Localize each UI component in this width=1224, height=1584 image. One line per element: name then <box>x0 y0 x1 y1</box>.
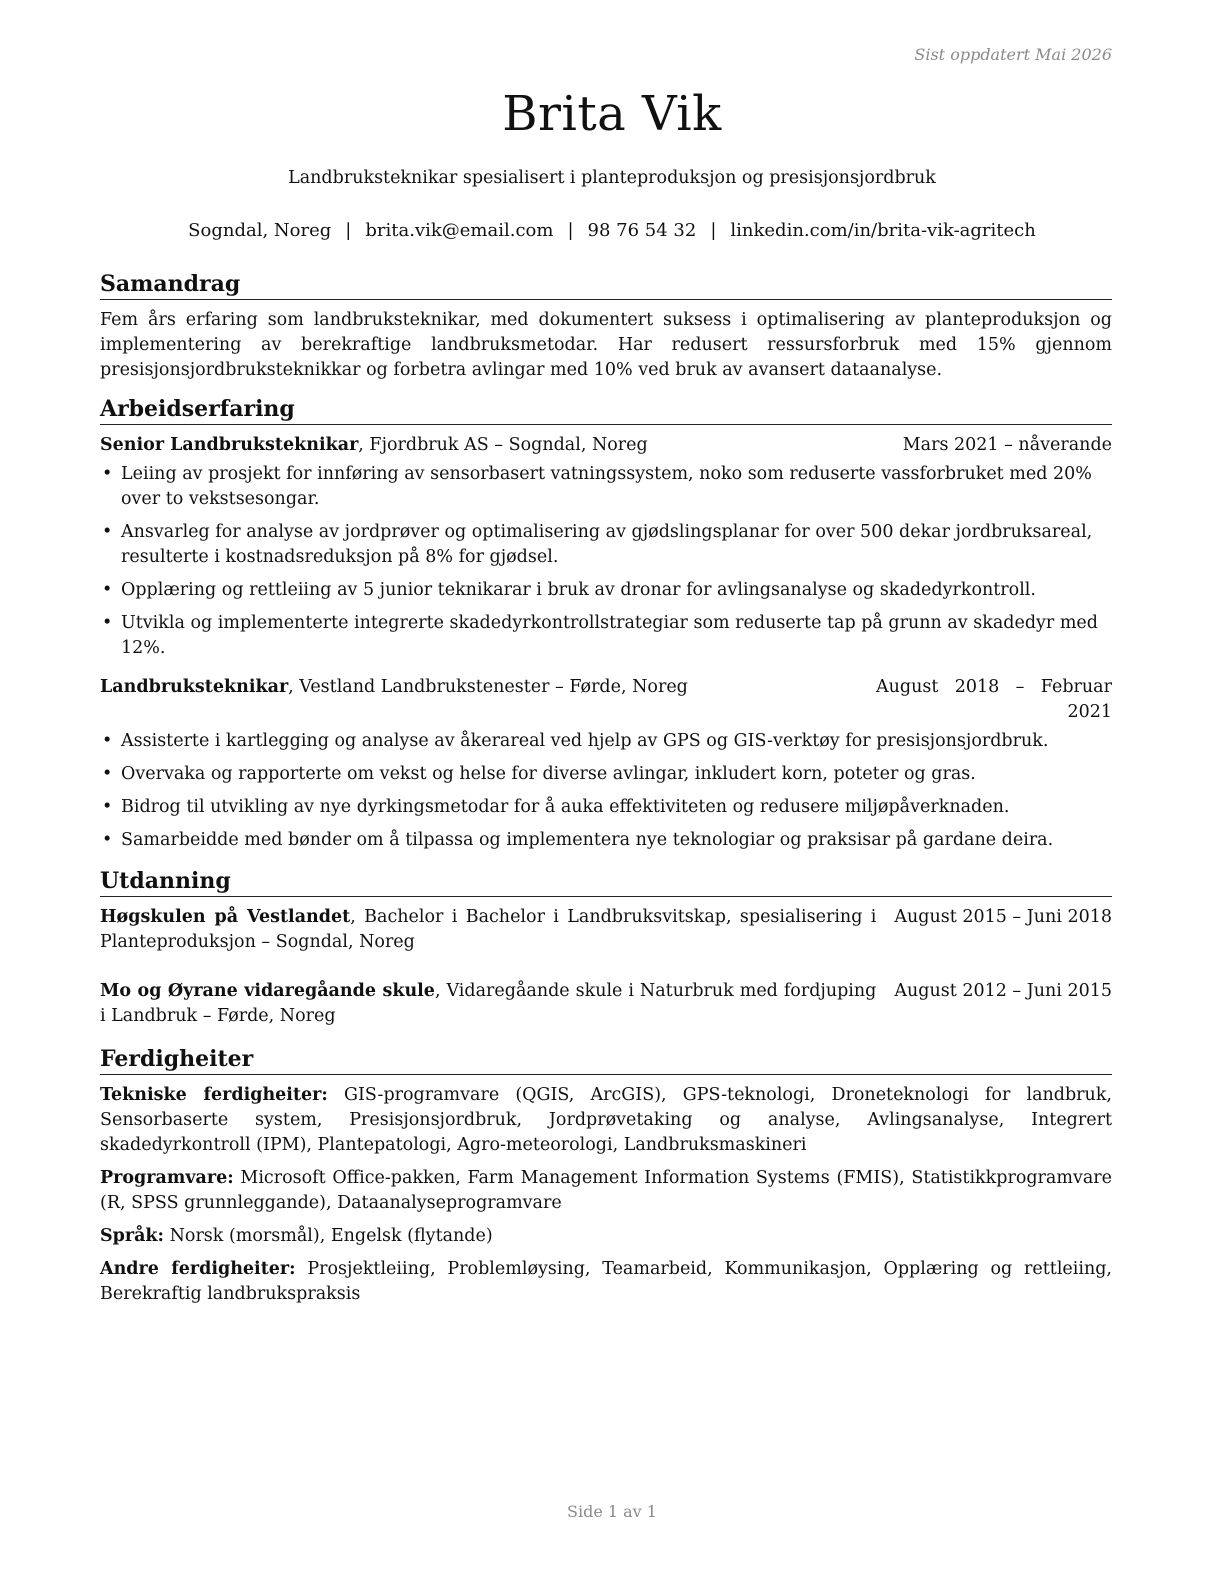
contact-phone: 98 76 54 32 <box>587 220 697 241</box>
job-bullet: • Bidrog til utvikling av nye dyrkingsmetodar for å auka effektiviteten og redusere miljøpåverknaden. <box>100 795 1112 820</box>
job-dates: August 2018 – Februar 2021 <box>876 677 1112 722</box>
school-name: Mo og Øyrane vidaregåande skule <box>100 981 435 1001</box>
contact-linkedin[interactable]: linkedin.com/in/brita-vik-agritech <box>730 220 1036 241</box>
school-name: Høgskulen på Vestlandet <box>100 907 351 927</box>
skill-label: Andre ferdigheiter: <box>100 1259 296 1279</box>
skills-heading: Ferdigheiter <box>100 1045 1112 1075</box>
job-bullet: • Samarbeidde med bønder om å tilpassa og implementera nye teknologiar og praksisar på gardane deira. <box>100 828 1112 853</box>
education-entry <box>100 979 1112 1029</box>
skill-label: Språk: <box>100 1226 165 1246</box>
job-bullets <box>100 462 1112 661</box>
job-employer: , Fjordbruk AS – Sogndal, Noreg <box>358 435 648 455</box>
contact-location: Sogndal, Noreg <box>188 220 332 241</box>
skill-line <box>100 1224 1112 1249</box>
job-entry <box>100 675 1112 853</box>
degree-details: , Vidaregåande skule i Naturbruk med fordjuping i Landbruk – Førde, Noreg <box>100 981 877 1026</box>
professional-tagline: Landbruksteknikar spesialisert i planteproduksjon og presisjonsjordbruk <box>288 168 936 188</box>
job-bullet: • Overvaka og rapporterte om vekst og helse for diverse avlingar, inkludert korn, poteter og gras. <box>100 762 1112 787</box>
experience-heading: Arbeidserfaring <box>100 395 1112 425</box>
contact-separator: | <box>710 220 717 241</box>
skill-line <box>100 1257 1112 1307</box>
skill-value: GIS-programvare (QGIS, ArcGIS), GPS-teknologi, Droneteknologi for landbruk, Sensorbaserte system, Presisjonsjordbruk, Jordprøvetaking og analyse, Avlingsanalyse, Integrert skadedyrkontroll (IPM), Plantepatologi, Agro-meteorologi, Landbruksmaskineri <box>100 1085 1112 1155</box>
education-dates: August 2012 – Juni 2015 <box>894 981 1112 1001</box>
job-entry <box>100 433 1112 661</box>
experience-section <box>100 395 1112 853</box>
job-bullet: • Leiing av prosjekt for innføring av sensorbasert vatningssystem, noko som reduserte vassforbruket med 20% over to vekstsesongar. <box>100 462 1112 512</box>
education-entry <box>100 905 1112 955</box>
job-employer: , Vestland Landbrukstenester – Førde, Noreg <box>288 677 688 697</box>
contact-separator: | <box>345 220 352 241</box>
education-section <box>100 867 1112 1029</box>
job-dates: Mars 2021 – nåverande <box>902 435 1112 455</box>
job-title: Landbruksteknikar <box>100 677 289 697</box>
job-bullet: • Utvikla og implementerte integrerte skadedyrkontrollstrategiar som reduserte tap på grunn av skadedyr med 12%. <box>100 611 1112 661</box>
summary-text: Fem års erfaring som landbruksteknikar, med dokumentert suksess i optimalisering av planteproduksjon og implementering av berekraftige landbruksmetodar. Har redusert ressursforbruk med 15% gjennom presisjonsjordbruksteknikkar og forbetra avlingar med 10% ved bruk av avansert dataanalyse. <box>100 310 1112 380</box>
candidate-name: Brita Vik <box>502 86 722 142</box>
contact-email[interactable]: brita.vik@email.com <box>365 220 554 241</box>
skills-section <box>100 1045 1112 1307</box>
education-heading: Utdanning <box>100 867 1112 897</box>
education-dates: August 2015 – Juni 2018 <box>894 907 1112 927</box>
skill-value: Prosjektleiing, Problemløysing, Teamarbeid, Kommunikasjon, Opplæring og rettleiing, Berekraftig landbrukspraksis <box>100 1259 1112 1304</box>
resume-body <box>100 270 1112 1315</box>
page-number: Side 1 av 1 <box>567 1502 657 1521</box>
contact-separator: | <box>567 220 574 241</box>
skill-value: Microsoft Office-pakken, Farm Management Information Systems (FMIS), Statistikkprogramvare (R, SPSS grunnleggande), Dataanalyseprogramvare <box>100 1168 1112 1213</box>
job-title: Senior Landbruksteknikar <box>100 435 359 455</box>
job-bullet: • Ansvarleg for analyse av jordprøver og optimalisering av gjødslingsplanar for over 500 dekar jordbruksareal, resulterte i kostnadsreduksjon på 8% for gjødsel. <box>100 520 1112 570</box>
skill-label: Tekniske ferdigheiter: <box>100 1085 328 1105</box>
job-header <box>100 675 1112 725</box>
skill-line <box>100 1083 1112 1158</box>
job-bullet: • Opplæring og rettleiing av 5 junior teknikarar i bruk av dronar for avlingsanalyse og skadedyrkontroll. <box>100 578 1112 603</box>
skill-value: Norsk (morsmål), Engelsk (flytande) <box>164 1226 493 1246</box>
summary-section <box>100 270 1112 383</box>
degree-details: , Bachelor i Bachelor i Landbruksvitskap, spesialisering i Planteproduksjon – Sogndal, Noreg <box>100 907 877 952</box>
skill-label: Programvare: <box>100 1168 234 1188</box>
job-bullet: • Assisterte i kartlegging og analyse av åkerareal ved hjelp av GPS og GIS-verktøy for presisjonsjordbruk. <box>100 729 1112 754</box>
job-bullets <box>100 729 1112 853</box>
last-updated-note: Sist oppdatert Mai 2026 <box>914 45 1112 64</box>
skill-line <box>100 1166 1112 1216</box>
summary-heading: Samandrag <box>100 270 1112 300</box>
job-header <box>100 433 1112 458</box>
contact-line <box>0 220 1224 241</box>
